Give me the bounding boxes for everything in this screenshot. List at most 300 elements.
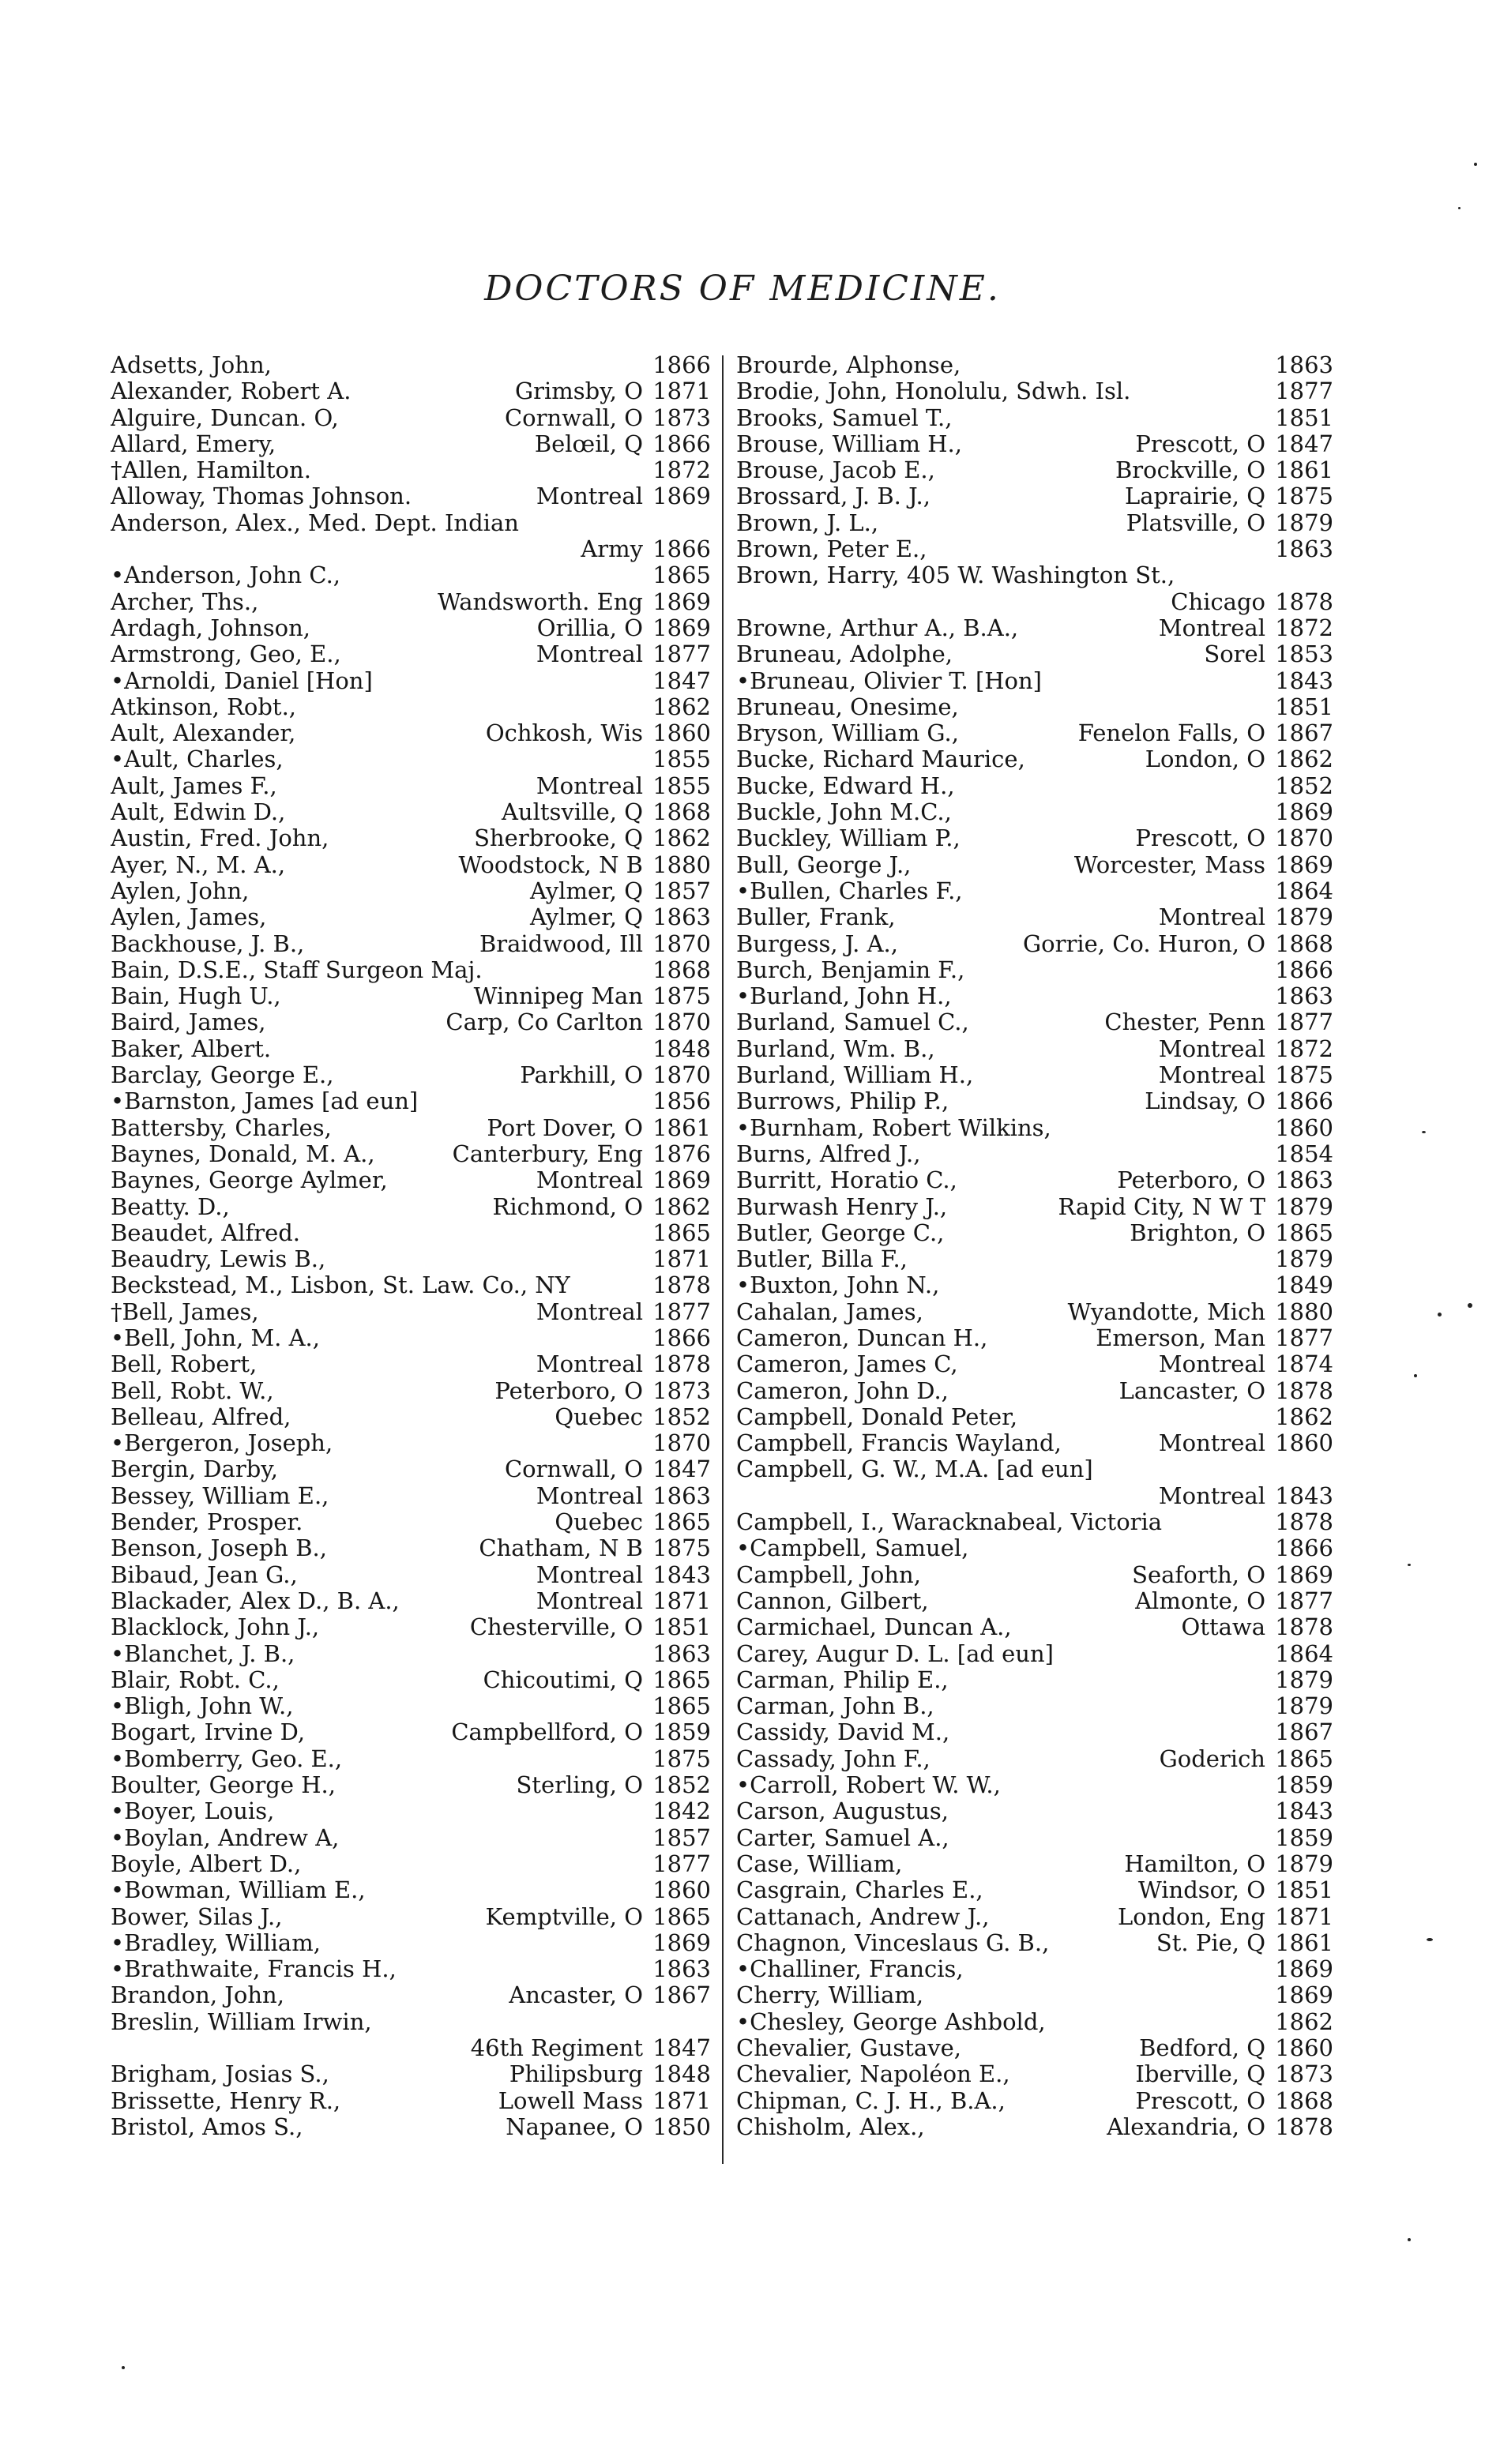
entry-place: Chatham, N B [479, 1535, 643, 1562]
entry-year: 1878 [1275, 1614, 1333, 1641]
entry-name: Burland, Samuel C., [736, 1009, 969, 1036]
entry-place [637, 1930, 643, 1956]
entry-row [111, 1982, 711, 2008]
entry-place: Brighton, O [1130, 1219, 1265, 1246]
entry-year: 1872 [652, 457, 711, 484]
entry-year: 1870 [652, 930, 711, 957]
entry-row [736, 746, 1333, 772]
entry-name: Ault, Edwin D., [111, 799, 286, 826]
entry-year: 1860 [652, 1877, 711, 1904]
entry-year: 1873 [652, 404, 711, 431]
scan-speck [122, 2366, 125, 2369]
entry-name: Beatty. D., [111, 1193, 230, 1220]
entry-place: Rapid City, N W T [1058, 1193, 1265, 1220]
entry-year: 1862 [1275, 1403, 1333, 1430]
entry-place [1259, 983, 1265, 1009]
entry-name: •Bowman, William E., [111, 1877, 366, 1904]
entry-place [1259, 799, 1265, 825]
entry-row [736, 1825, 1333, 1851]
entry-name: Breslin, William Irwin, [111, 2008, 372, 2035]
entry-place: Aylmer, Q [530, 877, 643, 904]
entry-place: Chicoutimi, Q [483, 1666, 643, 1693]
entry-place: Montreal [1158, 614, 1265, 641]
entry-year: 1847 [1275, 430, 1333, 457]
entry-place [1259, 1667, 1265, 1693]
entry-row [736, 1509, 1333, 1535]
page-title: DOCTORS OF MEDICINE. [484, 269, 1001, 309]
entry-year: 1860 [1275, 1430, 1333, 1457]
entry-year: 1879 [1275, 1850, 1333, 1877]
entry-name: •Anderson, John C., [111, 562, 341, 589]
entry-year: 1859 [652, 1719, 711, 1746]
entry-place [637, 1430, 643, 1456]
entry-name: Baker, Albert. [111, 1035, 272, 1062]
entry-row [736, 1904, 1333, 1930]
entry-row [111, 1904, 711, 1930]
entry-year: 1862 [1275, 746, 1333, 773]
entry-row [736, 2009, 1333, 2035]
entry-row [736, 1456, 1333, 1482]
entry-name: Bergin, Darby, [111, 1456, 279, 1483]
entry-name: Brooks, Samuel T., [736, 404, 953, 431]
entry-row [736, 536, 1333, 562]
entry-row [111, 1115, 711, 1141]
entry-name: •Burland, John H., [736, 983, 952, 1010]
entry-year: 1855 [652, 772, 711, 799]
entry-row [111, 1430, 711, 1456]
entry-row [111, 957, 711, 983]
entry-place [637, 562, 643, 588]
entry-name: Bibaud, Jean G., [111, 1561, 298, 1588]
entry-row [736, 1378, 1333, 1404]
entry-name: Ayer, N., M. A., [111, 851, 286, 878]
entry-name: Brown, J. L., [736, 509, 879, 536]
entry-name: Chisholm, Alex., [736, 2113, 925, 2140]
entry-row [736, 1535, 1333, 1561]
entry-place [637, 1851, 643, 1877]
entry-row [111, 1667, 711, 1693]
entry-name: Bull, George J., [736, 851, 912, 878]
entry-place: Cornwall, O [504, 1456, 643, 1483]
entry-year: 1879 [1275, 904, 1333, 931]
entry-place: Montreal [536, 1298, 643, 1325]
entry-year: 1866 [652, 536, 711, 563]
entry-name: Archer, Ths., [111, 588, 259, 615]
entry-place: Montreal [1158, 1062, 1265, 1089]
entry-name: Adsetts, John, [111, 352, 272, 378]
entry-year: 1857 [652, 1824, 711, 1851]
entry-year: 1877 [1275, 1324, 1333, 1351]
entry-name: Backhouse, J. B., [111, 930, 305, 957]
entry-row [736, 904, 1333, 930]
entry-name: Chevalier, Gustave, [736, 2035, 961, 2061]
entry-year: 1856 [652, 1088, 711, 1115]
entry-place [637, 2009, 643, 2035]
entry-name: •Buxton, John N., [736, 1272, 940, 1299]
entry-name: •Campbell, Samuel, [736, 1535, 969, 1562]
entry-row [111, 1325, 711, 1351]
entry-place: Alexandria, O [1107, 2113, 1265, 2140]
entry-place [637, 1325, 643, 1351]
entry-row [736, 2035, 1333, 2061]
entry-row [736, 694, 1333, 720]
entry-row [736, 931, 1333, 957]
entry-year: 1873 [652, 1377, 711, 1404]
entry-year: 1872 [1275, 1035, 1333, 1062]
entry-year: 1876 [652, 1140, 711, 1167]
entry-place: Seaforth, O [1132, 1561, 1265, 1588]
entry-name: Casgrain, Charles E., [736, 1877, 983, 1904]
entry-row [736, 1194, 1333, 1220]
entry-name: Brourde, Alphonse, [736, 352, 961, 378]
entry-year: 1868 [652, 956, 711, 983]
entry-place: Lowell Mass [498, 2087, 643, 2114]
entry-year: 1866 [652, 1324, 711, 1351]
entry-place: Orillia, O [536, 614, 643, 641]
entry-place: Carp, Co Carlton [446, 1009, 643, 1036]
entry-name: Buckle, John M.C., [736, 799, 952, 826]
entry-name: Ault, James F., [111, 772, 277, 799]
entry-name: Cameron, John D., [736, 1377, 949, 1404]
entry-name: •Bligh, John W., [111, 1693, 294, 1720]
entry-year [1265, 562, 1333, 588]
column-divider [722, 355, 724, 2164]
entry-row [736, 1430, 1333, 1456]
entry-row [736, 2114, 1333, 2140]
entry-year: 1865 [1275, 1219, 1333, 1246]
entry-name: Carman, John B., [736, 1693, 934, 1720]
entry-name: •Boylan, Andrew A, [111, 1824, 340, 1851]
entry-row [111, 773, 711, 799]
entry-row [736, 825, 1333, 851]
entry-year: 1867 [1275, 720, 1333, 747]
entry-place [1259, 694, 1265, 720]
entry-year: 1869 [1275, 799, 1333, 826]
entry-row [111, 1614, 711, 1640]
entry-row [736, 1746, 1333, 1772]
entry-name: •Bell, John, M. A., [111, 1324, 320, 1351]
entry-name: Brouse, Jacob E., [736, 457, 935, 484]
entry-year: 1868 [652, 799, 711, 826]
entry-year: 1870 [652, 1009, 711, 1036]
entry-year: 1870 [652, 1062, 711, 1089]
entry-place [1259, 1535, 1265, 1561]
entry-place: Ochkosh, Wis [485, 720, 643, 747]
entry-place: Ancaster, O [509, 1982, 643, 2009]
entry-row [111, 799, 711, 825]
entry-name: Alloway, Thomas Johnson. [111, 483, 412, 510]
entry-name: Battersby, Charles, [111, 1114, 332, 1141]
entry-place: Windsor, O [1137, 1877, 1265, 1904]
entry-row [111, 1167, 711, 1193]
entry-row [736, 957, 1333, 983]
entry-year: 1859 [1275, 1772, 1333, 1799]
entry-place: Montreal [536, 772, 643, 799]
entry-place [1259, 1456, 1265, 1482]
entry-name: Case, William, [736, 1850, 903, 1877]
entry-year: 1866 [1275, 1535, 1333, 1562]
entry-year: 1870 [652, 1430, 711, 1457]
entry-name: Belleau, Alfred, [111, 1403, 291, 1430]
entry-place [1259, 668, 1265, 694]
entry-name: Boyle, Albert D., [111, 1850, 302, 1877]
entry-row [111, 1772, 711, 1798]
entry-year: 1860 [1275, 1114, 1333, 1141]
entry-row [111, 1456, 711, 1482]
entry-year: 1860 [1275, 2035, 1333, 2061]
entry-year: 1869 [1275, 1956, 1333, 1983]
entry-row [111, 1956, 711, 1982]
entry-name: Chipman, C. J. H., B.A., [736, 2087, 1006, 2114]
entry-year: 1871 [652, 378, 711, 405]
entry-name: Cahalan, James, [736, 1298, 923, 1325]
entry-year: 1863 [1275, 983, 1333, 1010]
entry-name: Ault, Alexander, [111, 720, 296, 747]
entry-year: 1871 [652, 2087, 711, 2114]
entry-name: Alexander, Robert A. [111, 378, 352, 405]
entry-year: 1866 [652, 430, 711, 457]
entry-year: 1877 [652, 641, 711, 668]
entry-place: Montreal [536, 641, 643, 668]
entry-place: Montreal [1158, 1430, 1265, 1457]
entry-place [637, 1220, 643, 1246]
entry-row [111, 1404, 711, 1430]
entry-row [111, 931, 711, 957]
entry-year: 1864 [1275, 1640, 1333, 1667]
entry-row [111, 1088, 711, 1114]
entry-name: Butler, Billa F., [736, 1246, 908, 1273]
entry-row [736, 1325, 1333, 1351]
entry-place: Lancaster, O [1118, 1377, 1265, 1404]
entry-year: 1879 [1275, 509, 1333, 536]
entry-name: Cassady, John F., [736, 1745, 930, 1772]
entry-row [111, 1483, 711, 1509]
entry-place [1259, 957, 1265, 983]
entry-place [637, 694, 643, 720]
entry-name: Armstrong, Geo, E., [111, 641, 341, 668]
scan-speck [1422, 1131, 1426, 1133]
entry-place [1259, 1246, 1265, 1272]
entry-place: Wyandotte, Mich [1067, 1298, 1265, 1325]
entry-name: Bristol, Amos S., [111, 2113, 303, 2140]
entry-name: •Brathwaite, Francis H., [111, 1956, 397, 1983]
entry-name: Beaudet, Alfred. [111, 1219, 301, 1246]
entry-year: 1878 [652, 1272, 711, 1299]
entry-year: 1862 [652, 825, 711, 852]
entry-place [637, 1246, 643, 1272]
entry-place [637, 1088, 643, 1114]
entry-row [736, 510, 1333, 536]
entry-place [637, 510, 643, 536]
entry-row [111, 536, 711, 562]
entry-year: 1877 [1275, 378, 1333, 405]
entry-year: 1877 [652, 1298, 711, 1325]
entry-year: 1869 [652, 1929, 711, 1956]
entry-row [736, 1982, 1333, 2008]
entry-place [637, 957, 643, 983]
entry-row [111, 1562, 711, 1588]
entry-row [111, 457, 711, 483]
entry-year: 1852 [652, 1772, 711, 1799]
entry-year: 1862 [1275, 2008, 1333, 2035]
entry-row [111, 694, 711, 720]
entry-year: 1863 [652, 1956, 711, 1983]
entry-name: Cameron, James C, [736, 1351, 958, 1378]
entry-place [637, 1693, 643, 1719]
entry-name: Brossard, J. B. J., [736, 483, 930, 510]
entry-name: Austin, Fred. John, [111, 825, 329, 852]
entry-row [111, 352, 711, 378]
entry-name: Burch, Benjamin F., [736, 956, 965, 983]
entry-name: Buller, Frank, [736, 904, 896, 931]
entry-year: 1871 [652, 1246, 711, 1273]
entry-place: Cornwall, O [504, 404, 643, 431]
entry-place: Braidwood, Ill [479, 930, 643, 957]
entry-year: 1865 [1275, 1745, 1333, 1772]
entry-name: Carson, Augustus, [736, 1798, 949, 1825]
entry-year: 1849 [1275, 1272, 1333, 1299]
entry-place: Port Dover, O [487, 1114, 643, 1141]
entry-place [637, 1746, 643, 1772]
entry-row [111, 852, 711, 878]
entry-name: Cattanach, Andrew J., [736, 1903, 990, 1930]
entry-year: 1843 [1275, 1798, 1333, 1825]
entry-place: Sorel [1204, 641, 1265, 668]
entry-name: •Bomberry, Geo. E., [111, 1745, 343, 1772]
entry-year: 1878 [1275, 1377, 1333, 1404]
entry-year: 1847 [652, 667, 711, 694]
scan-speck [1474, 163, 1477, 166]
scan-speck [1468, 1303, 1472, 1308]
entry-place: Parkhill, O [520, 1062, 643, 1089]
entry-name: Anderson, Alex., Med. Dept. Indian [111, 509, 519, 536]
entry-row [111, 1798, 711, 1824]
entry-place [637, 1798, 643, 1824]
entry-row [111, 641, 711, 667]
entry-year [1265, 1456, 1333, 1482]
scan-speck [1414, 1374, 1417, 1377]
entry-year: 1848 [652, 1035, 711, 1062]
entry-name: Brigham, Josias S., [111, 2061, 329, 2088]
entry-place: Platsville, O [1126, 509, 1265, 536]
entry-year: 1850 [652, 2113, 711, 2140]
entry-row [111, 1272, 711, 1298]
entry-name: Ardagh, Johnson, [111, 614, 311, 641]
entry-row [111, 1246, 711, 1272]
entry-year: 1855 [652, 746, 711, 773]
entry-year: 1878 [1275, 2113, 1333, 2140]
entry-row [736, 641, 1333, 667]
entry-name: •Barnston, James [ad eun] [111, 1088, 419, 1115]
entry-place: Montreal [536, 1167, 643, 1194]
entry-year: 1879 [1275, 1246, 1333, 1273]
entry-name: Cannon, Gilbert, [736, 1587, 929, 1614]
entry-place [1259, 1693, 1265, 1719]
entry-row [736, 1483, 1333, 1509]
entry-name: Bain, Hugh U., [111, 983, 281, 1010]
entry-place: Chesterville, O [469, 1614, 643, 1641]
entry-row [736, 1798, 1333, 1824]
entry-name: Bain, D.S.E., Staff Surgeon Maj. [111, 956, 483, 983]
entry-year: 1869 [1275, 1561, 1333, 1588]
entry-place: Peterboro, O [1117, 1167, 1265, 1194]
entry-place: Montreal [1158, 1035, 1265, 1062]
entry-place [637, 1877, 643, 1903]
entry-year [643, 2009, 711, 2035]
entry-row [736, 799, 1333, 825]
entry-name: Cassidy, David M., [736, 1719, 950, 1746]
entry-place: Aultsville, Q [501, 799, 643, 826]
entry-year: 1880 [1275, 1298, 1333, 1325]
entry-place: 46th Regiment [470, 2035, 643, 2061]
entry-row [736, 1088, 1333, 1114]
entry-year: 1866 [652, 352, 711, 378]
entry-place [1259, 773, 1265, 799]
entry-row [111, 483, 711, 509]
entry-row [111, 904, 711, 930]
left-column [111, 352, 711, 2140]
entry-place: Goderich [1159, 1745, 1265, 1772]
entry-name: Bender, Prosper. [111, 1509, 303, 1536]
entry-year: 1880 [652, 851, 711, 878]
entry-row [736, 1930, 1333, 1956]
entry-year: 1853 [1275, 641, 1333, 668]
entry-row [111, 2088, 711, 2114]
entry-place: London, O [1145, 746, 1265, 773]
entry-year: 1865 [652, 1219, 711, 1246]
entry-place: Montreal [536, 1351, 643, 1378]
entry-year: 1868 [1275, 2087, 1333, 2114]
entry-row [111, 1851, 711, 1877]
entry-place: Prescott, O [1135, 825, 1265, 852]
entry-name: Carey, Augur D. L. [ad eun] [736, 1640, 1054, 1667]
entry-year: 1851 [1275, 404, 1333, 431]
entry-row [111, 431, 711, 457]
entry-row [111, 589, 711, 615]
entry-place [637, 746, 643, 772]
entry-name: Brown, Peter E., [736, 536, 927, 563]
entry-row [736, 1877, 1333, 1903]
entry-row [736, 1641, 1333, 1667]
entry-row [111, 1535, 711, 1561]
entry-name: †Allen, Hamilton. [111, 457, 311, 484]
entry-place: Campbellford, O [451, 1719, 643, 1746]
entry-year: 1874 [1275, 1351, 1333, 1378]
entry-year: 1861 [1275, 457, 1333, 484]
entry-place: Montreal [1158, 904, 1265, 931]
entry-name: Campbell, Donald Peter, [736, 1403, 1018, 1430]
entry-name: Boulter, George H., [111, 1772, 336, 1799]
entry-place [637, 457, 643, 483]
entry-place: St. Pie, Q [1156, 1929, 1265, 1956]
entry-year: 1879 [1275, 1693, 1333, 1720]
entry-place: Belœil, Q [534, 430, 643, 457]
entry-place: Emerson, Man [1096, 1324, 1265, 1351]
entry-name: •Burnham, Robert Wilkins, [736, 1114, 1051, 1141]
entry-row [736, 589, 1333, 615]
entry-row [736, 1299, 1333, 1325]
entry-place: Fenelon Falls, O [1077, 720, 1265, 747]
entry-year: 1860 [652, 720, 711, 747]
entry-row [111, 668, 711, 694]
entry-name: Burland, Wm. B., [736, 1035, 935, 1062]
entry-row [111, 1719, 711, 1745]
entry-year: 1854 [1275, 1140, 1333, 1167]
entry-place: Prescott, O [1135, 2087, 1265, 2114]
entry-year: 1851 [1275, 1877, 1333, 1904]
entry-place [637, 1641, 643, 1667]
entry-place: Quebec [555, 1403, 643, 1430]
